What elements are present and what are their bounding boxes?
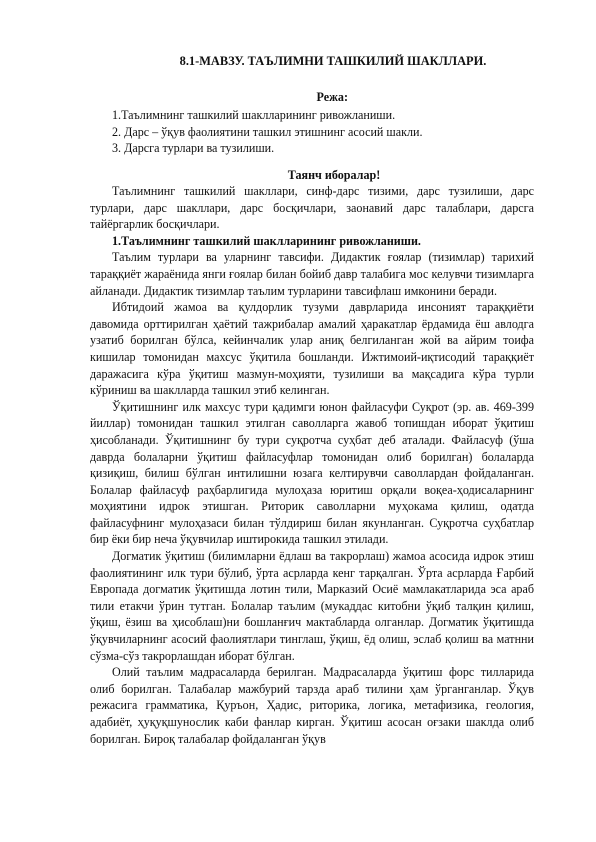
- plan-heading: Режа:: [316, 90, 348, 104]
- keywords-heading: Таянч иборалар!: [287, 168, 381, 182]
- plan-item: 3. Дарсга турлари ва тузилиши.: [112, 141, 275, 156]
- paragraph: Олий таълим мадрасаларда берилган. Мадрасаларда ўқитиш форс тилларида олиб борилган. Талабалар мажбурий тарзда араб тилини ҳам ўрганганлар. Ўқув режасига грамматика, Қуръон, Ҳадис, риторика, логика, метафизика, геология, адабиёт, ҳуқуқшунослик каби фанлар кирган. Ўқитиш асосан оғзаки шаклда олиб борилган. Бироқ талабалар фойдаланган ўқув: [90, 665, 534, 746]
- paragraph: Ўқитишнинг илк махсус тури қадимги юнон файласуфи Суқрот (эр. ав. 469-399 йиллар) томонидан ташкил этилган саволларга жавоб топишдан иборат ўқитиш ҳисобланади. Ўқитишнинг бу тури суқротча суҳбат деб аталади. Файласуф (ўша даврда болаларни ўқитиш файласуфлар томонидан олиб борилган) болаларда қизиқиш, билиш бўлган интилишни юзага келтирувчи саволлардан фойдаланган. Болалар файласуф раҳбарлигида мулоҳаза юритиш орқали воқеа-ҳодисаларнинг моҳиятини идрок этишган. Риторик саволларни муҳокама қилиш, одатда файласуфнинг мулоҳазаси билан тўлдириш билан якунланган. Суқротча суҳбатлар бир ёки бир неча ўқувчилар иштирокида ташкил этилади.: [90, 399, 534, 547]
- plan-item: 2. Дарс – ўқув фаолиятини ташкил этишнинг асосий шакли.: [112, 124, 423, 139]
- topic-title: 8.1-МАВЗУ. ТАЪЛИМНИ ТАШКИЛИЙ ШАКЛЛАРИ.: [179, 54, 487, 68]
- keywords-paragraph: Таълимнинг ташкилий шакллари, синф-дарс тизими, дарс тузилиши, дарс турлари, дарс шакллари, дарс босқичлари, заонавий дарс талаблари, дарсга тайёргарлик босқичлари.: [90, 184, 534, 232]
- paragraph: Таълим турлари ва уларнинг тавсифи. Дидактик ғоялар (тизимлар) тарихий тараққиёт жараёнида янги ғоялар билан бойиб давр талабига мос келувчи тизимларга айланади. Дидактик тизимлар таълим турларини тавсифлаш имконини беради.: [90, 250, 534, 298]
- body-text: [90, 183, 534, 747]
- paragraph: Ибтидоий жамоа ва қулдорлик тузуми даврларида инсоният тараққиёти давомида орттирилган ҳаётий тажрибалар амалий ҳаракатлар ёрдамида ёш авлодга узатиб борилган бўлса, кейинчалик улар аниқ белгиланган жой ва айрим тоифа кишилар томонидан махсус ўқитила бошланди. Ижтимоий-иқтисодий тараққиёт даражасига кўра ўқитиш мазмун-моҳияти, тузилиши ва мақсадига кўра турли кўриниш ва шаклларда ташкил этиб келинган.: [90, 300, 534, 398]
- paragraph: Догматик ўқитиш (билимларни ёдлаш ва такрорлаш) жамоа асосида идрок этиш фаолиятининг илк тури бўлиб, ўрта асрларда кенг тарқалган. Ўрта асрларда Ғарбий Европада догматик ўқитишда лотин тили, Марказий Осиё мамлакатларида эса араб тили етакчи ўрин тутган. Болалар таълим (мукаддас китобни ўқиб талқин қилиш, ўқиш, ёзиш ва ҳисоблаш)ни бошланғич мактабларда олганлар. Догматик ўқитишда ўқувчиларнинг асосий фаолиятлари тинглаш, ўқиш, ёд олиш, эслаб қолиш ва матнни сўзма-сўз такрорлашдан иборат бўлган.: [90, 549, 534, 663]
- plan-list: [112, 107, 532, 157]
- plan-item: 1.Таълимнинг ташкилий шаклларининг ривожланиши.: [112, 108, 396, 122]
- section-heading: 1.Таълимнинг ташкилий шаклларининг ривожланиши.: [112, 233, 421, 248]
